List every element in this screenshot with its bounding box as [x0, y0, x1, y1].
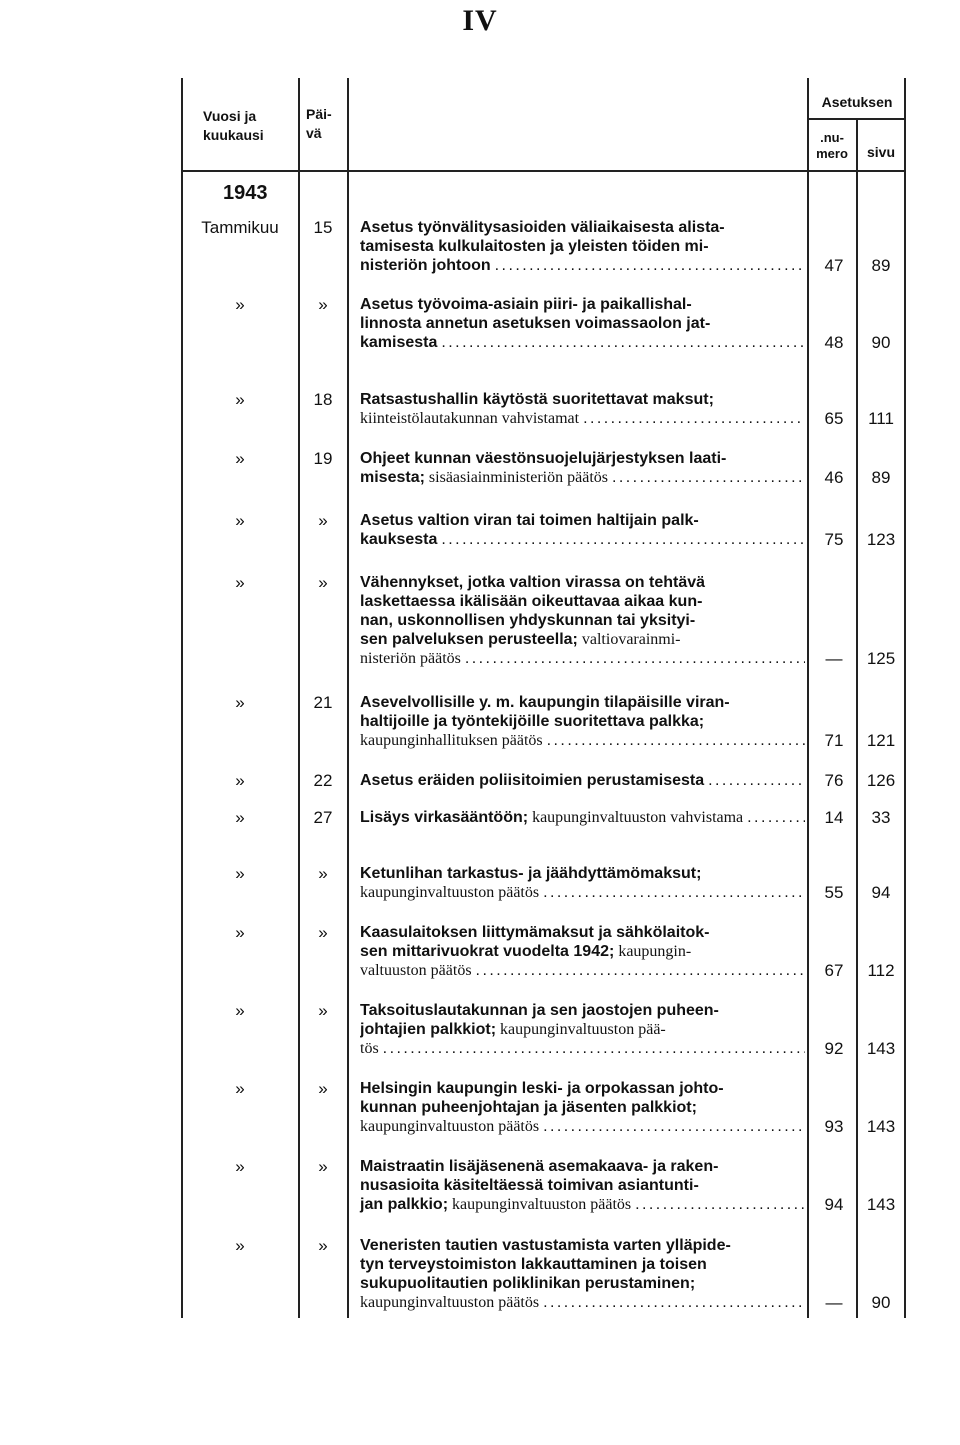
entry-numero: 14 [824, 808, 844, 827]
entry-day: » [318, 1157, 328, 1176]
entry-day: 18 [313, 390, 333, 409]
entry-numero: 55 [824, 883, 844, 902]
entry-day: » [318, 864, 328, 883]
entry-numero: 76 [824, 771, 844, 790]
entry-sivu: 33 [871, 808, 891, 827]
entry-month: » [235, 864, 245, 883]
entry-month: » [235, 511, 245, 530]
entry-description: Asetus työnvälitysasioiden väliaikaisesta alista- tamisesta kulkulaitosten ja yleisten töiden mi- nisteriön johtoon . . . [360, 218, 805, 275]
entry-description: Ohjeet kunnan väestönsuojelujärjestyksen laati- misesta; sisäasiainministeriön päätös . . . [360, 449, 805, 487]
entry-month: » [235, 1236, 245, 1255]
entry-description: Ketunlihan tarkastus- ja jäähdyttämömaksut; kaupunginvaltuuston päätös . . . [360, 864, 805, 902]
entry-sivu: 90 [871, 1293, 891, 1312]
entry-sivu: 89 [871, 256, 891, 275]
entry-numero: 71 [824, 731, 844, 750]
entry-numero: 92 [824, 1039, 844, 1058]
entry-month: Tammikuu [201, 218, 279, 237]
entry-month: » [235, 449, 245, 468]
entry-description: Maistraatin lisäjäsenenä asemakaava- ja raken- nusasioita käsiteltäessä toimivan asiantunti- jan palkkio; kaupunginvaltuuston päätös . . . [360, 1157, 805, 1214]
entry-sivu: 89 [871, 468, 891, 487]
column-divider-num-page [856, 118, 858, 1318]
entry-day: » [318, 1236, 328, 1255]
header-asetuksen: Asetuksen [821, 94, 893, 110]
entry-day: » [318, 295, 328, 314]
entry-month: » [235, 573, 245, 592]
entry-description: Helsingin kaupungin leski- ja orpokassan johto- kunnan puheenjohtajan ja jäsenten palkkiot; kaupunginvaltuuston päätös . . . [360, 1079, 805, 1136]
entry-day: » [318, 1079, 328, 1098]
entry-month: » [235, 771, 245, 790]
entry-description: Ratsastushallin käytöstä suoritettavat maksut; kiinteistölautakunnan vahvistamat . . . [360, 390, 805, 428]
entry-description: Veneristen tautien vastustamista varten ylläpide- tyn terveystoimiston lakkauttaminen ja toisen sukupuolitautien poliklinikan perustaminen; kaupunginvaltuuston päätös . . . [360, 1236, 805, 1312]
header-numero: .nu-mero [816, 130, 848, 161]
entry-month: » [235, 1157, 245, 1176]
entry-numero: 67 [824, 961, 844, 980]
entry-sivu: 121 [866, 731, 896, 750]
entry-numero: 46 [824, 468, 844, 487]
entry-day: 19 [313, 449, 333, 468]
header-sub-rule [807, 118, 905, 120]
entry-description: Kaasulaitoksen liittymämaksut ja sähkölaitok- sen mittarivuokrat vuodelta 1942; kaupungin- valtuuston päätös . . . [360, 923, 805, 980]
header-day: Päi-vä [306, 106, 332, 141]
entry-description: Asevelvollisille y. m. kaupungin tilapäisille viran- haltijoille ja työntekijöille suoritettava palkka; kaupunginhallituksen päätös . . . [360, 693, 805, 750]
column-divider-month-day [298, 78, 300, 1318]
entry-numero: 94 [824, 1195, 844, 1214]
entry-month: » [235, 390, 245, 409]
entry-sivu: 125 [866, 649, 896, 668]
entry-sivu: 143 [866, 1117, 896, 1136]
entry-description: Asetus työvoima-asiain piiri- ja paikallishal- linnosta annetun asetuksen voimassaolon jat- kamisesta . . . [360, 295, 805, 352]
entry-month: » [235, 693, 245, 712]
entry-day: » [318, 573, 328, 592]
entry-day: 21 [313, 693, 333, 712]
year-heading: 1943 [223, 182, 268, 204]
entry-sivu: 143 [866, 1039, 896, 1058]
header-bottom-rule [181, 170, 905, 172]
entry-numero: 75 [824, 530, 844, 549]
entry-numero: 65 [824, 409, 844, 428]
entry-month: » [235, 923, 245, 942]
entry-day: 15 [313, 218, 333, 237]
entry-sivu: 123 [866, 530, 896, 549]
entry-description: Asetus eräiden poliisitoimien perustamisesta . . . [360, 771, 805, 790]
entry-numero: 48 [824, 333, 844, 352]
entry-sivu: 143 [866, 1195, 896, 1214]
entry-numero: — [825, 1293, 843, 1312]
entry-numero: 47 [824, 256, 844, 275]
column-divider-day-desc [347, 78, 349, 1318]
page-number: IV [462, 4, 498, 37]
entry-day: » [318, 1001, 328, 1020]
table-right-border [904, 78, 906, 1318]
entry-description: Asetus valtion viran tai toimen haltijain palk- kauksesta . . . [360, 511, 805, 549]
entry-numero: 93 [824, 1117, 844, 1136]
entry-sivu: 112 [867, 961, 895, 980]
column-divider-desc-num [807, 78, 809, 1318]
entry-month: » [235, 808, 245, 827]
header-year-month: Vuosi ja kuukausi [203, 108, 264, 143]
entry-numero: — [825, 649, 843, 668]
entry-sivu: 126 [866, 771, 896, 790]
table-left-border [181, 78, 183, 1318]
entry-day: 22 [313, 771, 333, 790]
entry-description: Lisäys virkasääntöön; kaupunginvaltuuston vahvistama . . . [360, 808, 805, 827]
entry-month: » [235, 1001, 245, 1020]
header-sivu: sivu [866, 144, 895, 160]
entry-description: Vähennykset, jotka valtion virassa on tehtävä laskettaessa ikälisään oikeuttavaa aikaa kun- nan, uskonnollisen yhdyskunnan tai yksityi- sen palveluksen perusteella; valtiovarainmi- nisteriön päätös . . . [360, 573, 805, 668]
entry-month: » [235, 1079, 245, 1098]
entry-month: » [235, 295, 245, 314]
entry-sivu: 111 [868, 409, 894, 428]
entry-sivu: 90 [871, 333, 891, 352]
entry-day: » [318, 511, 328, 530]
entry-day: 27 [313, 808, 333, 827]
entry-sivu: 94 [871, 883, 891, 902]
entry-description: Taksoituslautakunnan ja sen jaostojen puheen- johtajien palkkiot; kaupunginvaltuuston pää- tös . . . [360, 1001, 805, 1058]
entry-day: » [318, 923, 328, 942]
